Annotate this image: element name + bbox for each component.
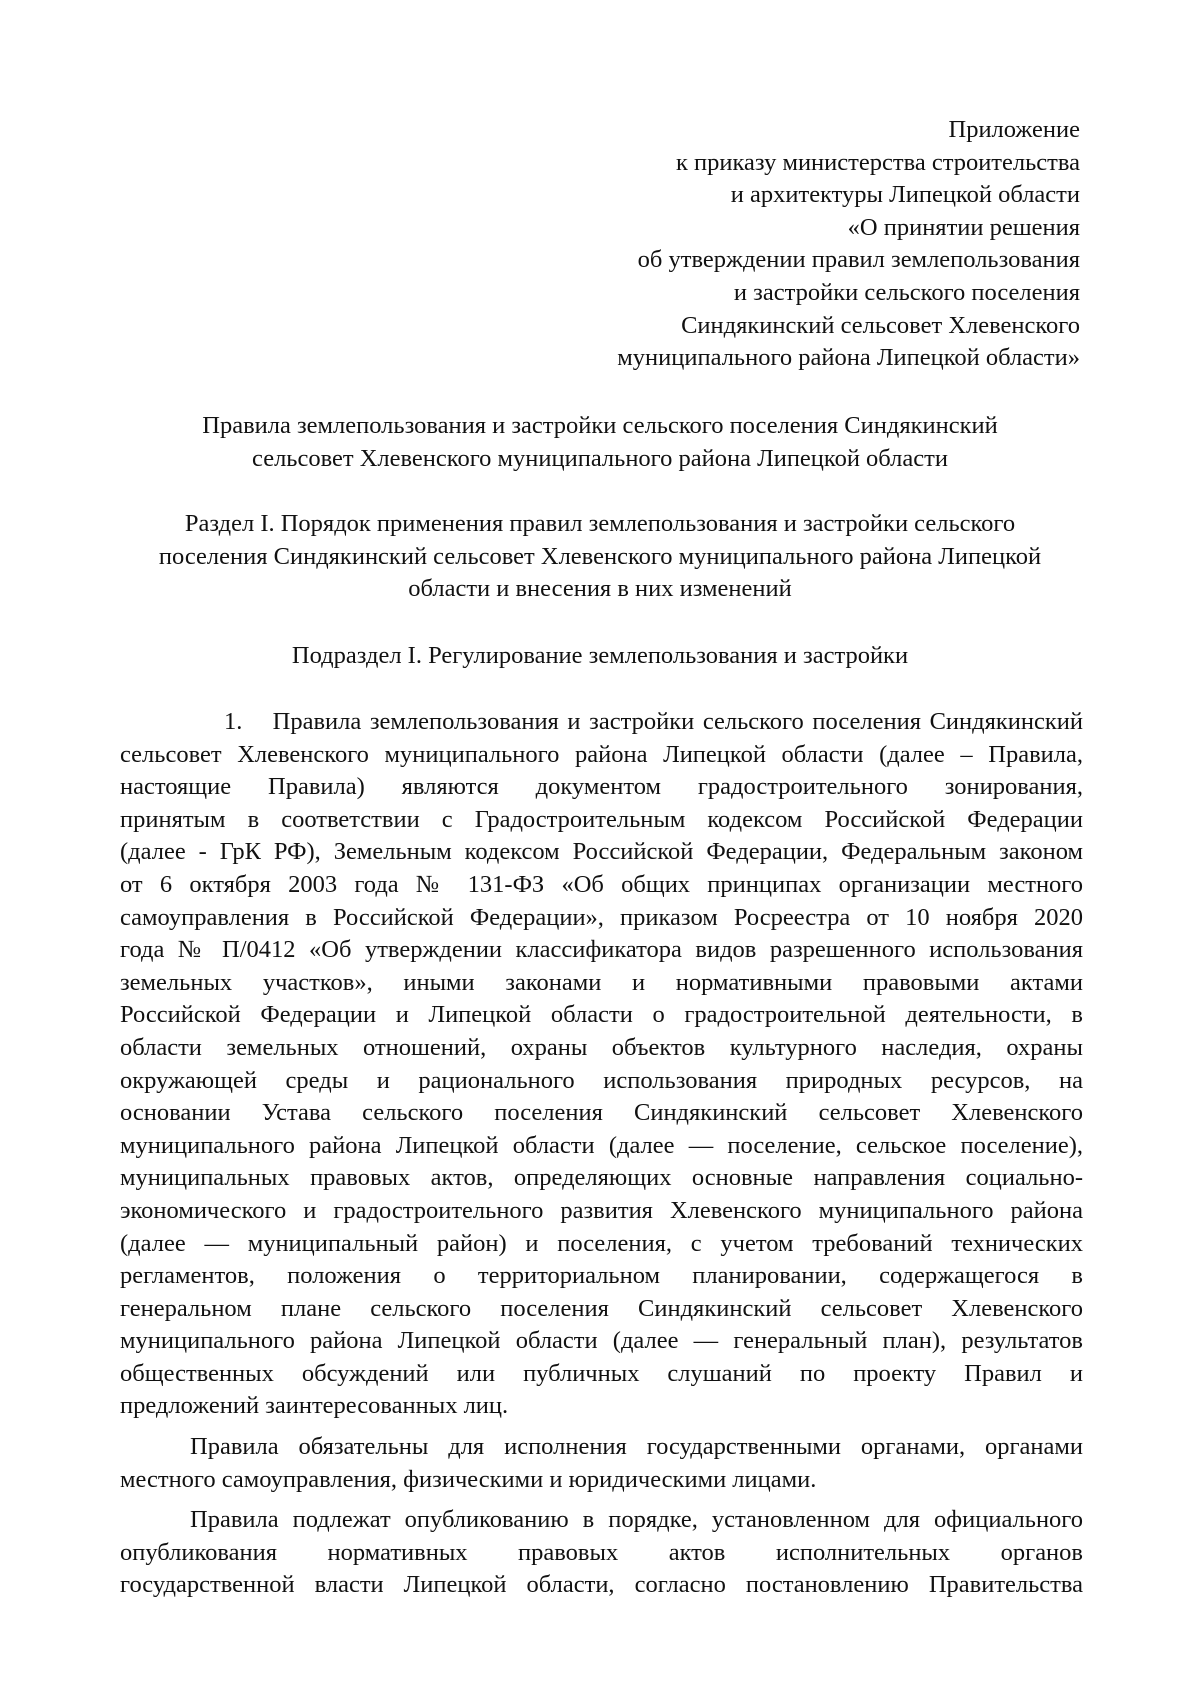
subsection-title-line: Подраздел I. Регулирование землепользования и застройки <box>291 642 909 669</box>
appendix-line: и застройки сельского поселения <box>733 278 1080 306</box>
subsection-title <box>118 640 1082 673</box>
section-title-line: Раздел I. Порядок применения правил землепользования и застройки сельского <box>184 510 1016 537</box>
appendix-line: к приказу министерства строительства <box>676 148 1080 176</box>
paragraph-line: принятым в соответствии с Градостроительным кодексом Российской Федерации <box>120 805 1083 833</box>
paragraph-line: предложений заинтересованных лиц. <box>120 1392 509 1420</box>
paragraph-3 <box>120 1504 1083 1602</box>
paragraph-2 <box>120 1431 1083 1496</box>
paragraph-line: Российской Федерации и Липецкой области о градостроительной деятельности, в <box>120 1001 1083 1029</box>
paragraph-line: регламентов, положения о территориальном планировании, содержащегося в <box>120 1262 1083 1290</box>
appendix-line: «О принятии решения <box>847 213 1080 241</box>
paragraph-line: генеральном плане сельского поселения Синдякинский сельсовет Хлевенского <box>120 1294 1083 1322</box>
appendix-line: и архитектуры Липецкой области <box>730 181 1080 209</box>
paragraph-line: Правила подлежат опубликованию в порядке, установленном для официального <box>190 1506 1083 1534</box>
list-number: 1. <box>224 708 243 735</box>
paragraph-line: области земельных отношений, охраны объектов культурного наследия, охраны <box>120 1033 1083 1061</box>
appendix-line: Синдякинский сельсовет Хлевенского <box>681 311 1080 339</box>
body-text <box>120 706 1083 1602</box>
paragraph-line: местного самоуправления, физическими и юридическими лицами. <box>120 1465 817 1493</box>
document-title <box>118 410 1082 475</box>
paragraph-gap <box>120 1496 1083 1504</box>
paragraph-line: Правила обязательны для исполнения государственными органами, органами <box>190 1433 1083 1461</box>
paragraph-line: муниципальных правовых актов, определяющих основные направления социально- <box>120 1164 1083 1192</box>
appendix-line: об утверждении правил землепользования <box>637 246 1080 274</box>
paragraph-line: основании Устава сельского поселения Синдякинский сельсовет Хлевенского <box>120 1099 1083 1127</box>
paragraph-line-text: Правила землепользования и застройки сельского поселения Синдякинский <box>272 708 1084 735</box>
paragraph-line: сельсовет Хлевенского муниципального района Липецкой области (далее – Правила, <box>120 740 1083 768</box>
paragraph-line: опубликования нормативных правовых актов исполнительных органов <box>120 1538 1083 1566</box>
document-title-line: сельсовет Хлевенского муниципального района Липецкой области <box>252 444 948 472</box>
paragraph-line: муниципального района Липецкой области (далее — генеральный план), результатов <box>120 1327 1083 1355</box>
paragraph-line: (далее - ГрК РФ), Земельным кодексом Российской Федерации, Федеральным законом <box>120 838 1083 866</box>
section-title-line: области и внесения в них изменений <box>408 575 792 603</box>
section-title <box>118 508 1082 606</box>
paragraph-line: муниципального района Липецкой области (далее — поселение, сельское поселение), <box>120 1131 1083 1159</box>
paragraph-line: общественных обсуждений или публичных слушаний по проекту Правил и <box>120 1359 1083 1387</box>
paragraph-line: от 6 октября 2003 года № 131-ФЗ «Об общих принципах организации местного <box>120 870 1083 898</box>
paragraph-line: года № П/0412 «Об утверждении классификатора видов разрешенного использования <box>120 936 1083 964</box>
paragraph-line: земельных участков», иными законами и нормативными правовыми актами <box>120 968 1083 996</box>
appendix-line: муниципального района Липецкой области» <box>617 344 1080 372</box>
paragraph-line: (далее — муниципальный район) и поселения, с учетом требований технических <box>120 1229 1083 1257</box>
section-title-line: поселения Синдякинский сельсовет Хлевенского муниципального района Липецкой <box>158 542 1042 570</box>
paragraph-line <box>120 706 1083 739</box>
paragraph-line: экономического и градостроительного развития Хлевенского муниципального района <box>120 1196 1083 1224</box>
paragraph-line: окружающей среды и рационального использования природных ресурсов, на <box>120 1066 1083 1094</box>
paragraph-gap <box>120 1423 1083 1431</box>
paragraph-1 <box>120 706 1083 1423</box>
paragraph-line: настоящие Правила) являются документом градостроительного зонирования, <box>120 773 1083 801</box>
appendix-header <box>380 114 1080 375</box>
paragraph-line: самоуправления в Российской Федерации», приказом Росреестра от 10 ноября 2020 <box>120 903 1083 931</box>
paragraph-line: государственной власти Липецкой области, согласно постановлению Правительства <box>120 1571 1083 1599</box>
appendix-line: Приложение <box>948 116 1080 143</box>
document-title-line: Правила землепользования и застройки сельского поселения Синдякинский <box>202 412 998 439</box>
